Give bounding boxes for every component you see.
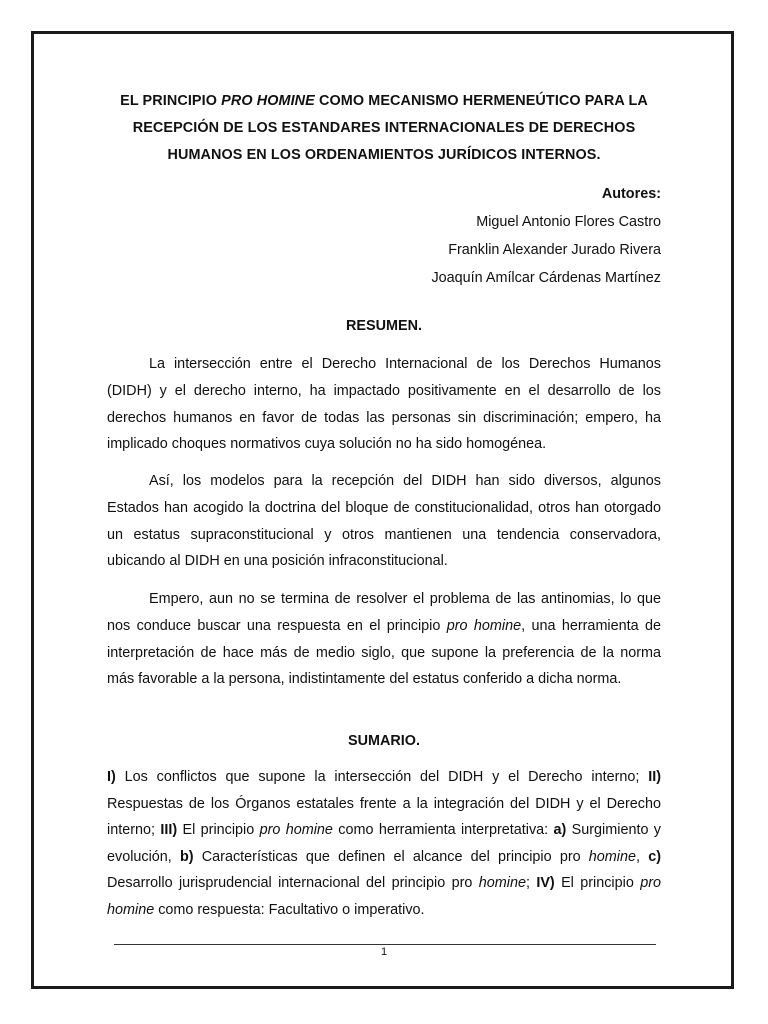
author-name: Miguel Antonio Flores Castro	[476, 214, 661, 230]
paragraph-text: como respuesta: Facultativo o imperativo.	[154, 901, 425, 918]
paragraph-emphasis: pro homine	[446, 617, 522, 634]
section-marker: III)	[160, 822, 178, 839]
author-name: Joaquín Amílcar Cárdenas Martínez	[431, 270, 661, 286]
paragraph-text: Respuestas de los Órganos estatales frente a la integración del DIDH y el Derecho interno;	[107, 795, 661, 839]
document-title	[70, 88, 698, 169]
paragraph-text: Empero, aun no se termina de resolver el problema de las antinomias, lo que nos conduce buscar una respuesta en el principio	[107, 591, 661, 634]
paragraph-emphasis: homine	[478, 875, 526, 892]
sumario-heading: SUMARIO.	[348, 733, 420, 749]
resumen-paragraph-3	[107, 586, 661, 693]
section-marker: c)	[648, 848, 661, 865]
title-line-3: HUMANOS EN LOS ORDENAMIENTOS JURÍDICOS INTERNOS.	[167, 147, 601, 163]
title-emphasis: PRO HOMINE	[221, 93, 315, 109]
paragraph-text: Los conflictos que supone la intersección del DIDH y el Derecho interno;	[115, 769, 649, 785]
title-line-1	[70, 88, 698, 115]
section-marker: a)	[553, 822, 567, 839]
paragraph-emphasis: pro homine	[259, 822, 333, 839]
title-text: EL PRINCIPIO	[120, 93, 222, 109]
paragraph-text: como herramienta interpretativa:	[332, 822, 554, 839]
resumen-paragraph-1: La intersección entre el Derecho Internacional de los Derechos Humanos (DIDH) y el derecho interno, ha impactado positivamente en el desarrollo de los derechos humanos en favor de todas las personas sin discriminación; empero, ha implicado choques normativos cuya solución no ha sido homogénea.	[107, 356, 661, 453]
author-name: Franklin Alexander Jurado Rivera	[448, 242, 661, 258]
paragraph-text: ;	[525, 875, 537, 892]
title-line-2: RECEPCIÓN DE LOS ESTANDARES INTERNACIONALES DE DERECHOS	[132, 120, 636, 136]
paragraph-text: Surgimiento y evolución,	[107, 822, 661, 865]
paragraph-text: ,	[636, 848, 649, 865]
paragraph-text: , una herramienta de interpretación de hace más de medio siglo, que supone la preferencia de la norma más favorable a la persona, indistintamente del estatus conferido a dicha norma.	[107, 617, 662, 688]
footer-rule	[114, 944, 656, 945]
section-marker: I)	[107, 769, 116, 785]
paragraph-emphasis: pro homine	[107, 875, 662, 918]
section-marker: IV)	[536, 875, 555, 892]
paragraph-text: Características que definen el alcance del principio pro	[193, 848, 589, 865]
sumario-paragraph	[107, 764, 661, 924]
page-number: 1	[380, 946, 388, 958]
authors-block	[431, 180, 661, 292]
section-marker: II)	[648, 769, 661, 785]
paragraph-text: Desarrollo jurisprudencial internacional del principio pro	[107, 875, 479, 892]
paragraph-text: El principio	[177, 822, 260, 839]
title-text: COMO MECANISMO HERMENEÚTICO PARA LA	[314, 93, 648, 109]
paragraph-emphasis: homine	[588, 848, 636, 865]
paragraph-text: El principio	[554, 875, 641, 892]
resumen-heading: RESUMEN.	[346, 318, 422, 334]
authors-label: Autores:	[601, 186, 661, 202]
section-marker: b)	[179, 848, 194, 865]
resumen-paragraph-2: Así, los modelos para la recepción del DIDH han sido diversos, algunos Estados han acogido la doctrina del bloque de constitucionalidad, otros han otorgado un estatus supraconstitucional y otros mantienen una tendencia conservadora, ubicando al DIDH en una posición infraconstitucional.	[107, 473, 661, 570]
